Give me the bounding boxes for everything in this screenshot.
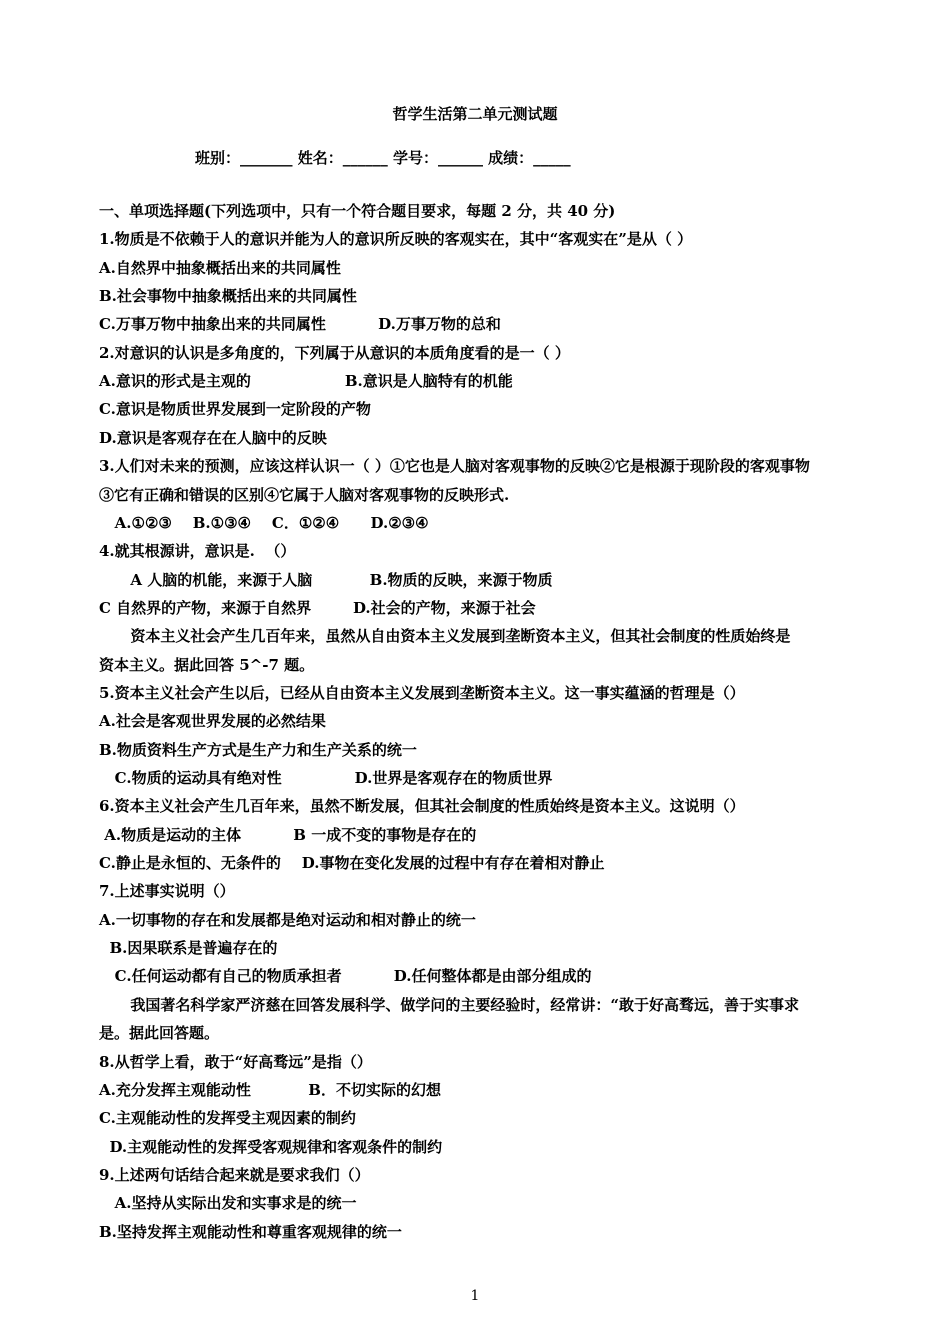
text-line: 6.资本主义社会产生几百年来，虽然不断发展，但其社会制度的性质始终是资本主义。这说明（）: [99, 797, 745, 815]
text-line: 5.资本主义社会产生以后，已经从自由资本主义发展到垄断资本主义。这一事实蕴涵的哲理是（）: [99, 684, 745, 702]
text-line: C.意识是物质世界发展到一定阶段的产物: [99, 400, 371, 418]
text-line: A.社会是客观世界发展的必然结果: [99, 712, 326, 730]
text-line: D.主观能动性的发挥受客观规律和客观条件的制约: [99, 1138, 443, 1156]
text-line: A.意识的形式是主观的 B.意识是人脑特有的机能: [99, 372, 513, 390]
text-line: A.物质是运动的主体 B 一成不变的事物是存在的: [99, 826, 477, 844]
text-line: D.意识是客观存在在人脑中的反映: [99, 429, 327, 447]
text-line: C 自然界的产物，来源于自然界 D.社会的产物，来源于社会: [99, 599, 536, 617]
text-line: C.静止是永恒的、无条件的 D.事物在变化发展的过程中有存在着相对静止: [99, 854, 605, 872]
text-line: C.任何运动都有自己的物质承担者 D.任何整体都是由部分组成的: [99, 967, 592, 985]
text-line: A.充分发挥主观能动性 B．不切实际的幻想: [99, 1081, 441, 1099]
text-line: 资本主义。据此回答 5^-7 题。: [99, 656, 315, 674]
text-line: 9.上述两句话结合起来就是要求我们（）: [99, 1166, 370, 1184]
text-line: C.主观能动性的发挥受主观因素的制约: [99, 1109, 356, 1127]
text-line: 我国著名科学家严济慈在回答发展科学、做学问的主要经验时，经常讲：“敢于好高骛远，善于实事求: [99, 996, 799, 1014]
text-line: ③它有正确和错误的区别④它属于人脑对客观事物的反映形式.: [99, 486, 510, 504]
student-info-line: 班别：_______ 姓名：______ 学号：______ 成绩：_____: [195, 149, 571, 167]
text-line: 3.人们对未来的预测，应该这样认识一（ ）①它也是人脑对客观事物的反映②它是根源于现阶段的客观事物: [99, 457, 810, 475]
text-line: 4.就其根源讲，意识是. （）: [99, 542, 296, 560]
text-line: A 人脑的机能，来源于人脑 B.物质的反映，来源于物质: [99, 571, 553, 589]
text-line: B.社会事物中抽象概括出来的共同属性: [99, 287, 357, 305]
text-line: B.物质资料生产方式是生产力和生产关系的统一: [99, 741, 417, 759]
text-line: 是。据此回答题。: [99, 1024, 220, 1042]
text-line: 2.对意识的认识是多角度的，下列属于从意识的本质角度看的是一（ ）: [99, 344, 570, 362]
text-line: C.物质的运动具有绝对性 D.世界是客观存在的物质世界: [99, 769, 553, 787]
text-line: B.因果联系是普遍存在的: [99, 939, 278, 957]
text-line: 7.上述事实说明（）: [99, 882, 235, 900]
text-line: 资本主义社会产生几百年来，虽然从自由资本主义发展到垄断资本主义，但其社会制度的性质始终是: [99, 627, 791, 645]
text-line: 1.物质是不依赖于人的意识并能为人的意识所反映的客观实在，其中“客观实在”是从（ ）: [99, 230, 693, 248]
page-title: 哲学生活第二单元测试题: [392, 105, 558, 123]
text-line: 8.从哲学上看，敢于“好高骛远”是指（）: [99, 1053, 372, 1071]
text-line: 一、单项选择题(下列选项中，只有一个符合题目要求，每题 2 分，共 40 分): [99, 202, 616, 220]
page-number: 1: [470, 1288, 480, 1304]
text-line: A.坚持从实际出发和实事求是的统一: [99, 1194, 357, 1212]
text-line: A.一切事物的存在和发展都是绝对运动和相对静止的统一: [99, 911, 476, 929]
text-line: C.万事万物中抽象出来的共同属性 D.万事万物的总和: [99, 315, 501, 333]
text-line: A.①②③ B.①③④ C．①②④ D.②③④: [99, 514, 429, 532]
text-line: B.坚持发挥主观能动性和尊重客观规律的统一: [99, 1223, 402, 1241]
text-line: A.自然界中抽象概括出来的共同属性: [99, 259, 341, 277]
